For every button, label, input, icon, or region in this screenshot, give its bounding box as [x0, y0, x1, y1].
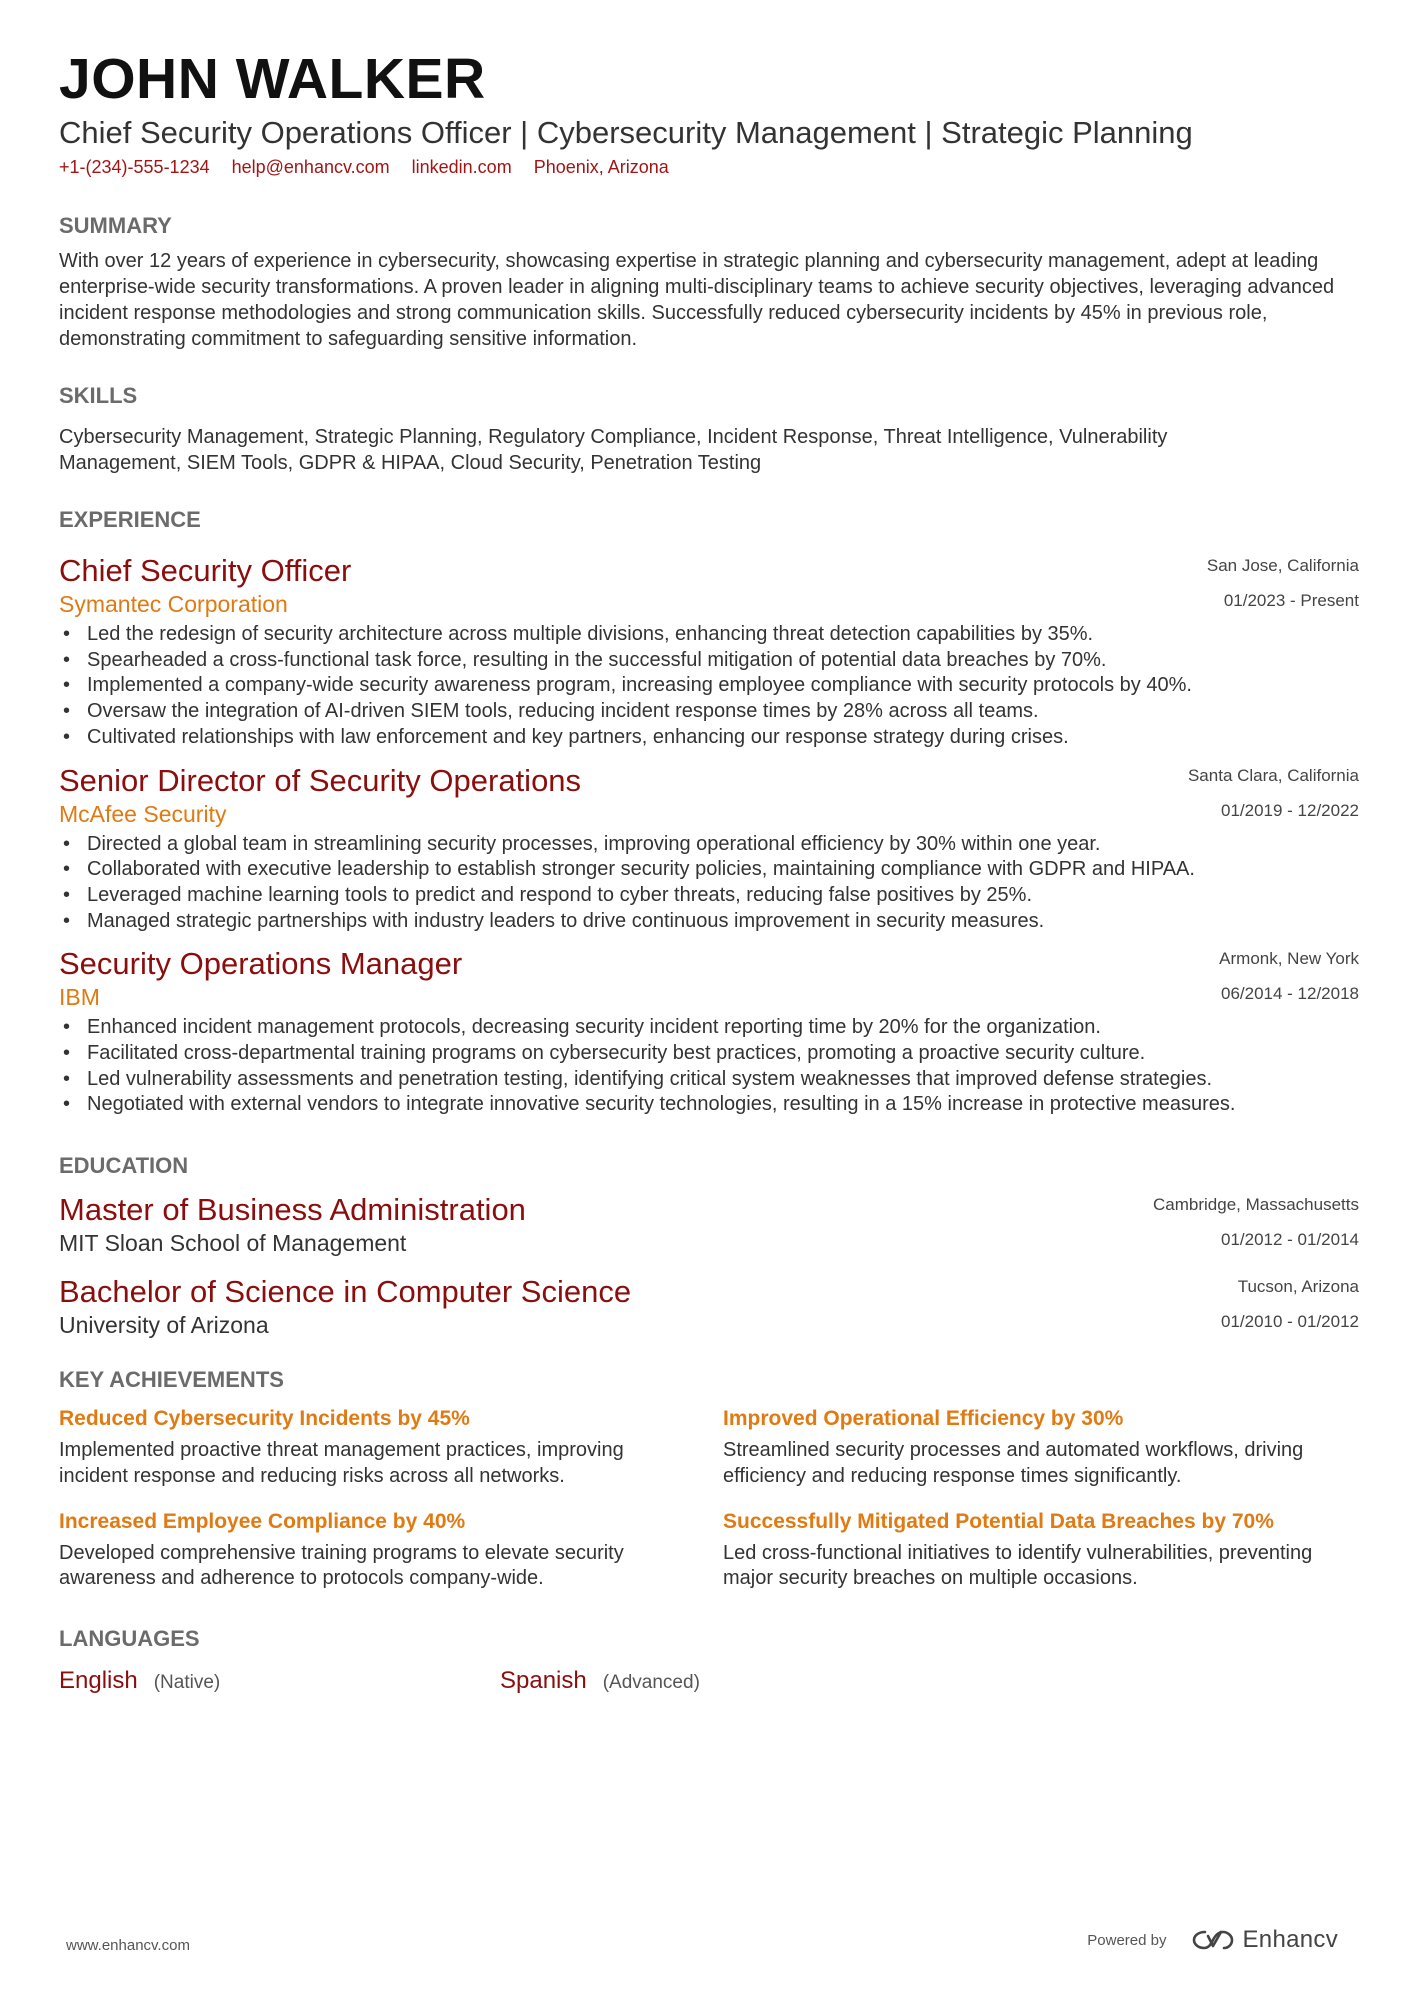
languages-section	[59, 1626, 1359, 1696]
bullet-item: • Enhanced incident management protocols, decreasing security incident reporting time by 20% for the organization.	[59, 1015, 1349, 1041]
email[interactable]: help@enhancv.com	[231, 157, 390, 177]
languages-title: LANGUAGES	[59, 1625, 200, 1651]
language-name: English	[59, 1666, 138, 1694]
job-bullets	[59, 832, 1359, 935]
achievement-text: Developed comprehensive training programs to elevate security awareness and adherence to protocols company-wide.	[59, 1541, 624, 1590]
brand-name: Enhancv	[1242, 1926, 1338, 1953]
bullet-item: • Led vulnerability assessments and penetration testing, identifying critical system weaknesses that improved defense strategies.	[59, 1067, 1349, 1093]
language-name: Spanish	[500, 1666, 587, 1694]
job-dates: 01/2023 - Present	[1223, 591, 1359, 610]
education-title: EDUCATION	[59, 1153, 189, 1179]
summary-text: With over 12 years of experience in cybersecurity, showcasing expertise in strategic planning and cybersecurity management, adept at leading enterprise-wide security transformations. A proven leader in aligning multi-disciplinary teams to achieve security objectives, leveraging advanced incident response methodologies and strong communication skills. Successfully reduced cybersecurity incidents by 45% in previous role, demonstrating commitment to safeguarding sensitive information.	[59, 250, 1335, 350]
job-title: Chief Security Officer	[59, 553, 352, 588]
bullet-item: • Managed strategic partnerships with industry leaders to drive continuous improvement in security measures.	[59, 909, 1349, 935]
job-location: San Jose, California	[1206, 556, 1359, 575]
bullet-item: • Negotiated with external vendors to integrate innovative security technologies, resulting in a 15% increase in protective measures.	[59, 1092, 1349, 1118]
summary-title: SUMMARY	[59, 213, 172, 238]
language-level: (Advanced)	[602, 1671, 700, 1693]
phone[interactable]: +1-(234)-555-1234	[59, 157, 210, 177]
language-item	[500, 1666, 941, 1696]
education-dates: 01/2010 - 01/2012	[1220, 1312, 1359, 1332]
skills-text: Cybersecurity Management, Strategic Planning, Regulatory Compliance, Incident Response, Threat Intelligence, Vulnerability Management, SIEM Tools, GDPR & HIPAA, Cloud Security, Penetration Testing	[59, 426, 1168, 474]
bullet-item: • Oversaw the integration of AI-driven SIEM tools, reducing incident response times by 28% across all teams.	[59, 699, 1349, 725]
resume-page	[59, 46, 1359, 1696]
bullet-item: • Spearheaded a cross-functional task force, resulting in the successful mitigation of potential data breaches by 70%.	[59, 648, 1349, 674]
bullet-item: • Facilitated cross-departmental training programs on cybersecurity best practices, promoting a proactive security culture.	[59, 1041, 1349, 1067]
footer-website-link[interactable]: www.enhancv.com	[66, 1937, 190, 1954]
bullet-item: • Implemented a company-wide security awareness program, increasing employee compliance with security protocols by 40%.	[59, 673, 1349, 699]
achievement-item	[59, 1508, 679, 1592]
company-name: IBM	[59, 984, 100, 1011]
job-entry	[59, 763, 1359, 935]
degree-title: Master of Business Administration	[59, 1192, 526, 1228]
education-entry	[59, 1192, 1359, 1257]
company-name: McAfee Security	[59, 800, 227, 827]
skills-title: SKILLS	[59, 383, 138, 408]
job-dates: 06/2014 - 12/2018	[1220, 984, 1359, 1004]
achievements-title: KEY ACHIEVEMENTS	[59, 1367, 284, 1393]
headline: Chief Security Operations Officer | Cybersecurity Management | Strategic Planning	[59, 115, 1193, 150]
footer-branding	[1087, 1926, 1338, 1954]
education-dates: 01/2012 - 01/2014	[1220, 1230, 1359, 1250]
achievement-title: Reduced Cybersecurity Incidents by 45%	[59, 1407, 470, 1431]
achievement-item	[723, 1405, 1343, 1489]
enhancv-logo-icon	[1191, 1927, 1235, 1953]
job-entry	[59, 946, 1359, 1118]
bullet-item: • Collaborated with executive leadership to establish stronger security policies, maintaining compliance with GDPR and HIPAA.	[59, 857, 1349, 883]
achievement-item	[59, 1405, 679, 1489]
linkedin-link[interactable]: linkedin.com	[411, 157, 512, 177]
candidate-name: JOHN WALKER	[59, 47, 486, 111]
bullet-item: • Leveraged machine learning tools to predict and respond to cyber threats, reducing false positives by 25%.	[59, 883, 1349, 909]
education-entry	[59, 1274, 1359, 1339]
experience-title: EXPERIENCE	[59, 507, 201, 532]
achievement-text: Led cross-functional initiatives to identify vulnerabilities, preventing major security breaches on multiple occasions.	[723, 1541, 1313, 1590]
language-item	[59, 1666, 500, 1696]
bullet-item: • Cultivated relationships with law enforcement and key partners, enhancing our response strategy during crises.	[59, 725, 1349, 751]
achievement-text: Implemented proactive threat management practices, improving incident response and reducing risks across all networks.	[59, 1439, 624, 1487]
education-location: Cambridge, Massachusetts	[1153, 1195, 1359, 1215]
job-location: Santa Clara, California	[1187, 765, 1359, 785]
powered-by-label: Powered by	[1087, 1931, 1167, 1949]
achievement-text: Streamlined security processes and automated workflows, driving efficiency and reducing response times significantly.	[723, 1439, 1304, 1487]
achievement-title: Successfully Mitigated Potential Data Breaches by 70%	[723, 1509, 1274, 1533]
education-section	[59, 1153, 1359, 1339]
job-title: Security Operations Manager	[59, 946, 463, 982]
achievements-grid	[59, 1405, 1359, 1592]
achievement-title: Increased Employee Compliance by 40%	[59, 1509, 466, 1533]
school-name: University of Arizona	[59, 1312, 269, 1339]
job-entry	[59, 553, 1359, 751]
languages-list	[59, 1666, 1359, 1696]
bullet-item: • Led the redesign of security architecture across multiple divisions, enhancing threat detection capabilities by 35%.	[59, 622, 1349, 648]
contact-info	[59, 156, 1359, 178]
achievement-item	[723, 1508, 1343, 1592]
job-location: Armonk, New York	[1219, 949, 1359, 969]
degree-title: Bachelor of Science in Computer Science	[59, 1274, 632, 1310]
job-dates: 01/2019 - 12/2022	[1220, 800, 1359, 820]
summary-section	[59, 213, 1359, 352]
location: Phoenix, Arizona	[533, 157, 669, 177]
job-bullets	[59, 1015, 1359, 1118]
job-bullets	[59, 622, 1359, 751]
experience-section	[59, 507, 1359, 1118]
company-name: Symantec Corporation	[59, 591, 288, 617]
job-title: Senior Director of Security Operations	[59, 762, 582, 798]
education-location: Tucson, Arizona	[1237, 1277, 1359, 1297]
achievement-title: Improved Operational Efficiency by 30%	[723, 1407, 1124, 1431]
achievements-section	[59, 1367, 1359, 1592]
language-level: (Native)	[153, 1671, 221, 1693]
skills-section	[59, 383, 1359, 476]
school-name: MIT Sloan School of Management	[59, 1230, 407, 1257]
bullet-item: • Directed a global team in streamlining security processes, improving operational efficiency by 30% within one year.	[59, 832, 1349, 858]
